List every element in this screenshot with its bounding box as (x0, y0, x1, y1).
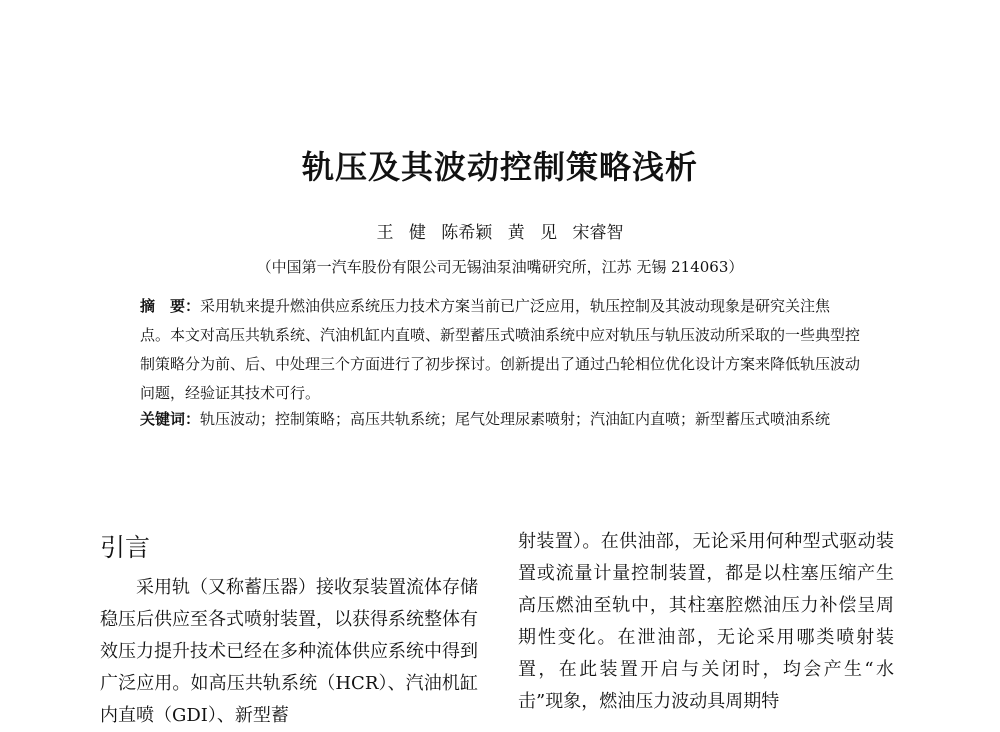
keywords-text: 轨压波动；控制策略；高压共轨系统；尾气处理尿素喷射；汽油缸内直喷；新型蓄压式喷油系统 (200, 410, 831, 428)
keywords-label: 关键词： (140, 410, 201, 428)
author-list: 王 健 陈希颖 黄 见 宋睿智 (376, 223, 624, 243)
abstract (140, 292, 860, 408)
paper-title: 轨压及其波动控制策略浅析 (301, 148, 698, 186)
affiliation: （中国第一汽车股份有限公司无锡油泵油嘴研究所，江苏 无锡 214063） (256, 258, 744, 276)
keywords (140, 405, 860, 463)
section-heading: 引言 (100, 533, 151, 562)
abstract-label: 摘 要： (140, 297, 201, 315)
abstract-text: 采用轨来提升燃油供应系统压力技术方案当前已广泛应用，轨压控制及其波动现象是研究关注焦点。本文对高压共轨系统、汽油机缸内直喷、新型蓄压式喷油系统中应对轨压与轨压波动所采取的一些典型控制策略分为前、后、中处理三个方面进行了初步探讨。创新提出了通过凸轮相位优化设计方案来降低轨压波动问题，经验证其技术可行。 (140, 297, 860, 402)
body-right-column: 射装置）。在供油部，无论采用何种型式驱动装置或流量计量控制装置，都是以柱塞压缩产生高压燃油至轨中，其柱塞腔燃油压力补偿呈周期性变化。在泄油部，无论采用哪类喷射装置，在此装置开启与关闭时，均会产生“水击”现象，燃油压力波动具周期特 (518, 531, 894, 712)
body-left-column: 采用轨（又称蓄压器）接收泵装置流体存储稳压后供应至各式喷射装置，以获得系统整体有效压力提升技术已经在多种流体供应系统中得到广泛应用。如高压共轨系统（HCR）、汽油机缸内直喷（GDI）、新型蓄 (100, 577, 478, 726)
